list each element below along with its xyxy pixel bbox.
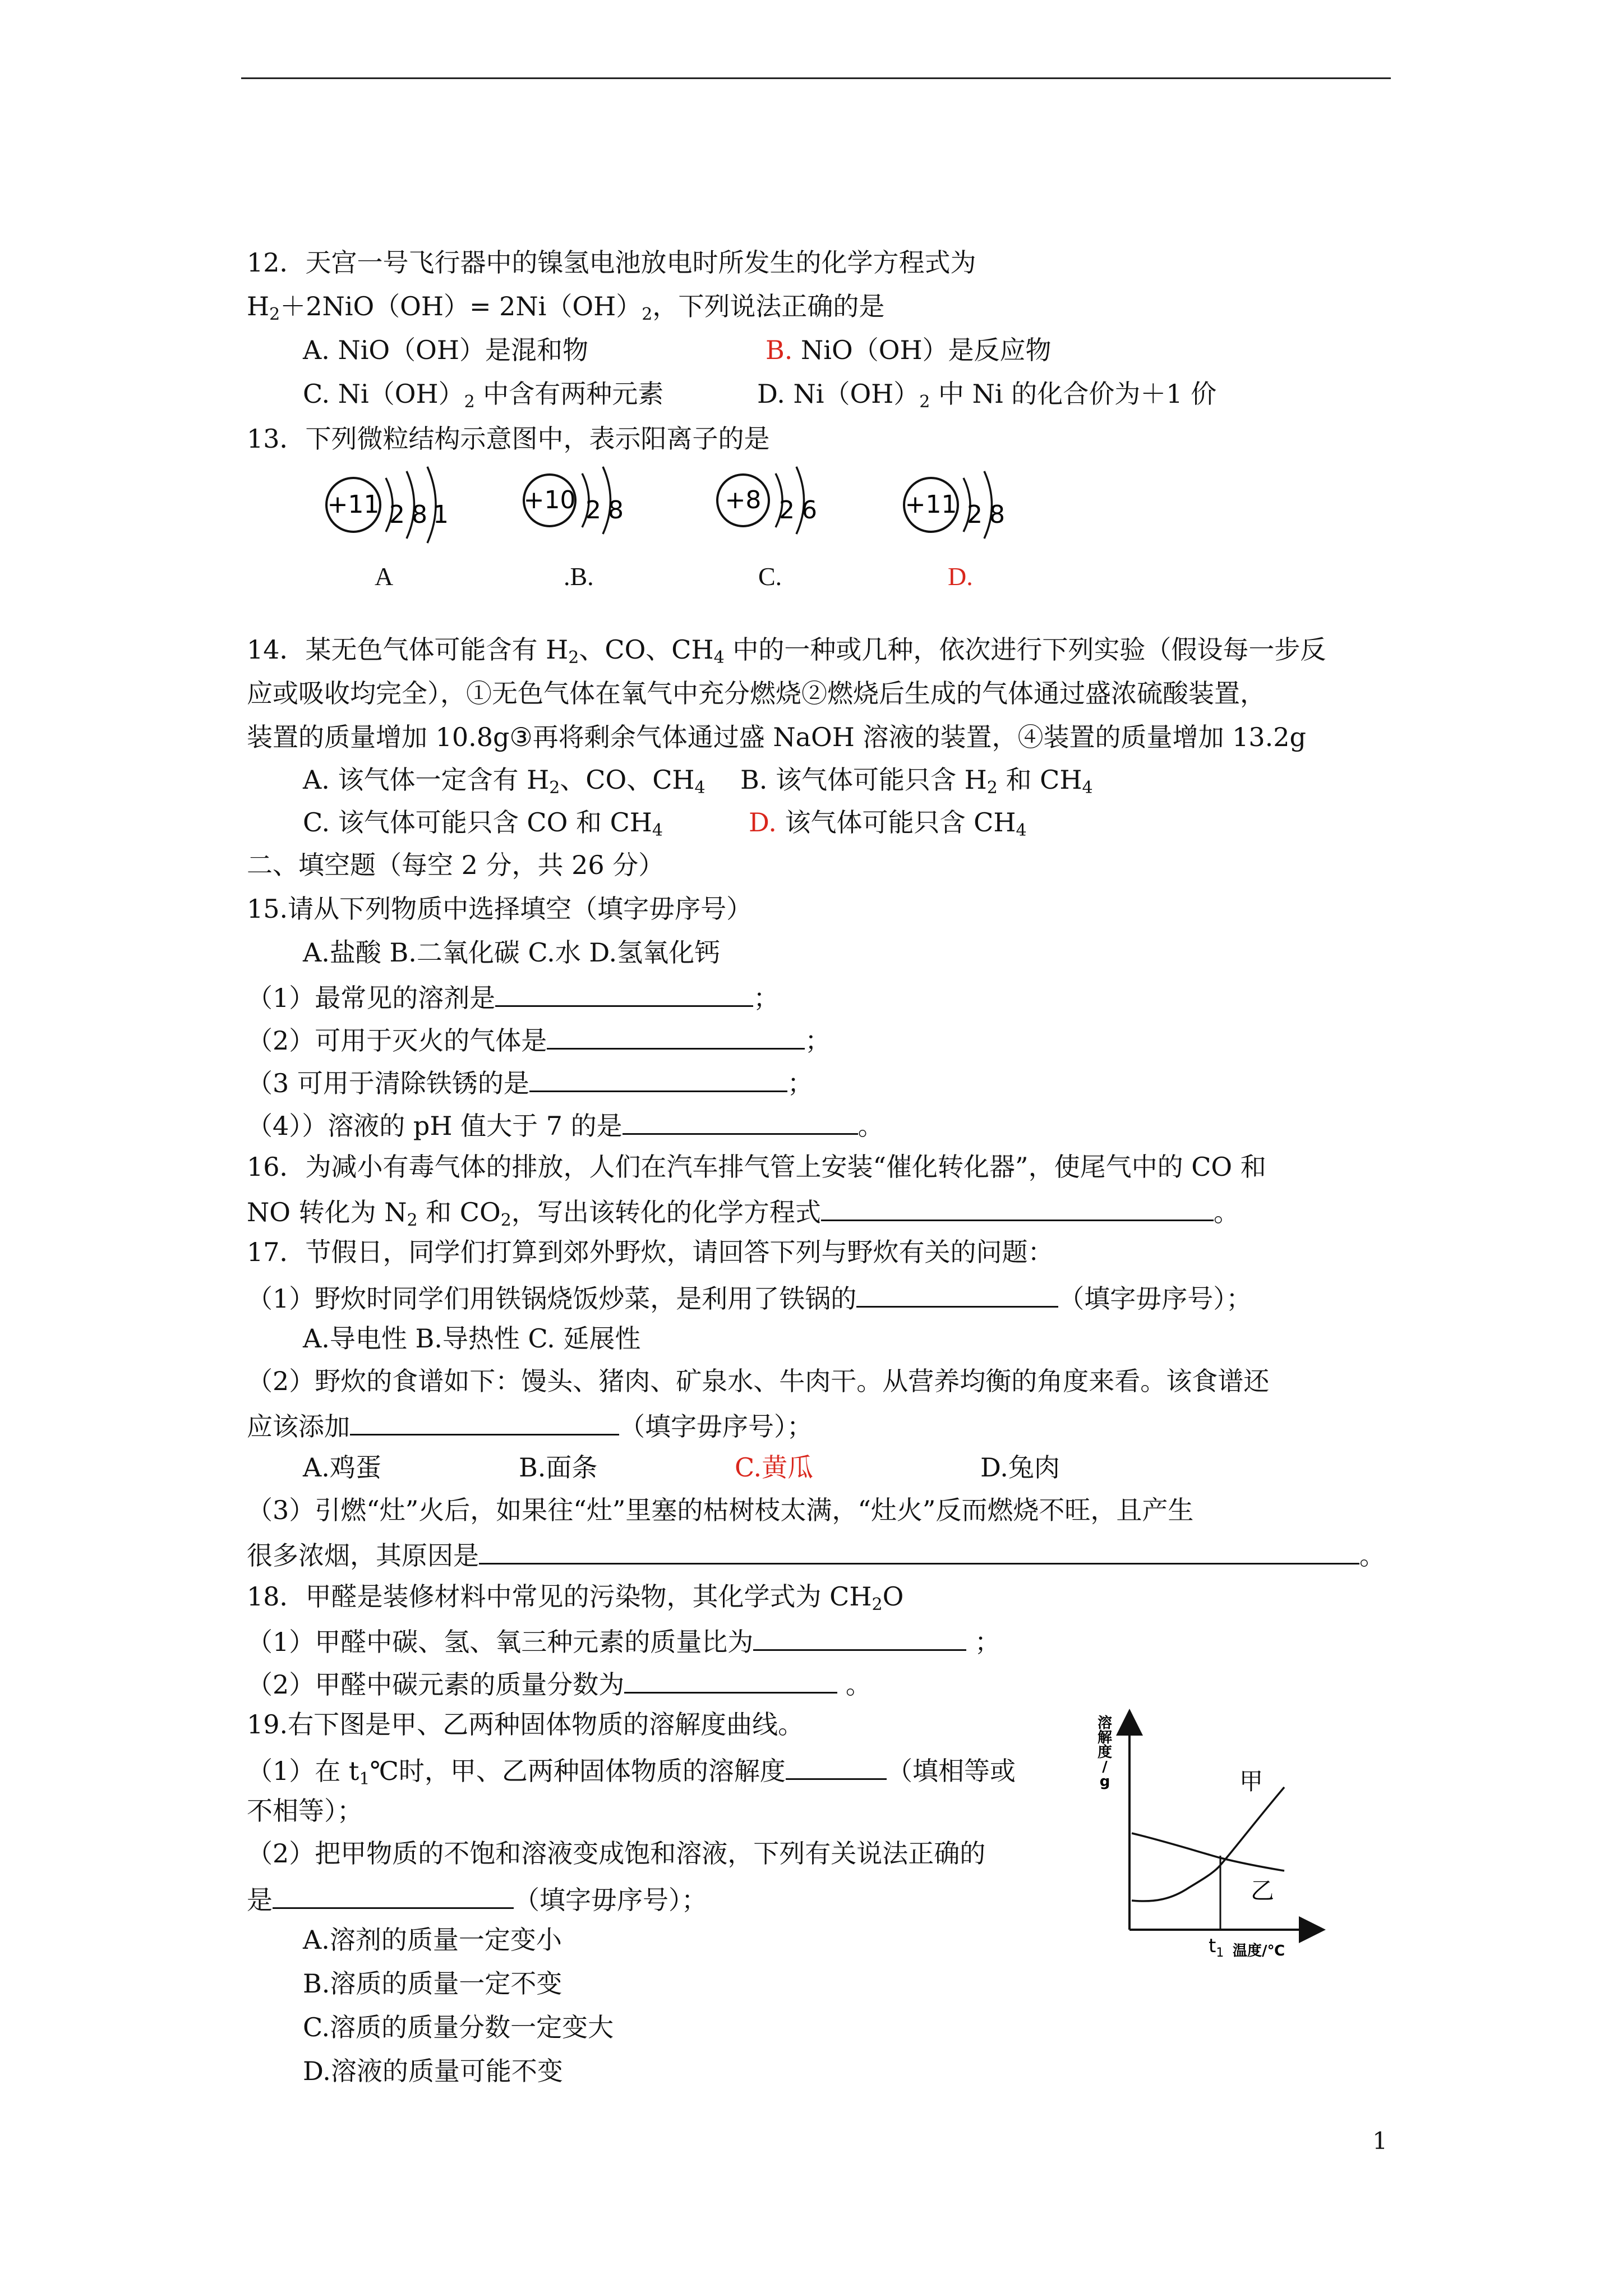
atom-a-shell-1: 2	[389, 500, 405, 529]
atom-c-shell-1: 2	[779, 496, 795, 524]
q18-sub1: （1）甲醛中碳、氢、氧三种元素的质量比为 ；	[247, 1622, 1000, 1659]
q14-option-a: A. 该气体一定含有 $H_2$、CO、$CH_4$	[303, 765, 706, 798]
q19-sub1-line2: 不相等）；	[247, 1796, 363, 1826]
q16-blank	[821, 1193, 1214, 1221]
q17-opt-a: A.鸡蛋	[303, 1452, 381, 1483]
q14-option-c: C. 该气体可能只含 CO 和 $CH_4$	[303, 807, 663, 840]
atom-d-shell-1: 2	[967, 500, 983, 529]
q12-stem: 12．天宫一号飞行器中的镍氢电池放电时所发生的化学方程式为	[247, 247, 976, 278]
q19-sub2-line1: （2）把甲物质的不饱和溶液变成饱和溶液，下列有关说法正确的	[247, 1838, 986, 1869]
q17-sub2-line1: （2）野炊的食谱如下：馒头、猪肉、矿泉水、牛肉干。从营养均衡的角度来看。该食谱还	[247, 1366, 1270, 1396]
q17-blank-1	[856, 1279, 1058, 1308]
q17-stem: 17．节假日，同学们打算到郊外野炊，请回答下列与野炊有关的问题：	[247, 1237, 1054, 1267]
q15-sub4: （4））溶液的 pH 值大于 7 的是 。	[247, 1106, 884, 1143]
q16-stem-line1: 16．为减小有毒气体的排放，人们在汽车排气管上安装“催化转化器”，使尾气中的 CO 和	[247, 1152, 1266, 1182]
q19-blank-1	[786, 1751, 887, 1780]
q19-stem: 19.右下图是甲、乙两种固体物质的溶解度曲线。	[247, 1709, 804, 1740]
q17-opt-b: B.面条	[519, 1452, 598, 1483]
atom-d-nucleus: +11	[905, 490, 957, 519]
q12-equation: $H_2+2NiO(OH)= 2Ni(OH)_2$，下列说法正确的是	[247, 291, 885, 324]
q16-stem-line2: NO 转化为 $N_2$ 和 $CO_2$，写出该转化的化学方程式 。	[247, 1193, 1239, 1229]
q12-option-b: B. NiO（OH）是反应物	[766, 335, 1052, 365]
q19-option-d: D.溶液的质量可能不变	[303, 2056, 563, 2086]
q15-sub2: （2）可用于灭火的气体是 ；	[247, 1021, 831, 1057]
q19-sub2-line2: 是 （填字毋序号）；	[247, 1880, 707, 1917]
atom-diagram-d	[904, 471, 1005, 539]
q12-option-d: D. $Ni(OH)_2$ 中 Ni 的化合价为＋1 价	[757, 379, 1217, 412]
q19-option-a: A.溶剂的质量一定变小	[303, 1925, 562, 1955]
q17-opt-c: C.黄瓜	[735, 1452, 814, 1483]
q18-blank-2	[624, 1665, 837, 1694]
q17-sub2-line2: 应该添加 （填字毋序号）；	[247, 1407, 813, 1443]
q12-option-a: A. NiO（OH）是混和物	[303, 335, 588, 365]
q18-blank-1	[753, 1622, 966, 1651]
solubility-curve-chart	[1088, 1705, 1335, 1963]
q15-blank-2	[547, 1021, 805, 1050]
q12-option-c: C. $Ni(OH)_2$ 中含有两种元素	[303, 379, 664, 412]
section-2-heading: 二、填空题（每空 2 分，共 26 分）	[247, 850, 665, 880]
q19-sub1-line1: （1）在 $t_1℃$时，甲、乙两种固体物质的溶解度 （填相等或	[247, 1751, 1016, 1788]
q14-stem-line3: 装置的质量增加 10.8g③再将剩余气体通过盛 NaOH 溶液的装置，④装置的质量增加 13.2g	[247, 722, 1306, 752]
q13-stem: 13．下列微粒结构示意图中，表示阳离子的是	[247, 424, 770, 454]
series-jia-label: 甲	[1239, 1768, 1264, 1795]
q15-sub3: （3 可用于清除铁锈的是 ；	[247, 1064, 813, 1100]
atom-a-nucleus: +11	[327, 490, 380, 519]
series-yi-curve	[1132, 1833, 1284, 1871]
atom-d-shell-2: 8	[989, 500, 1005, 529]
q19-option-b: B.溶质的质量一定不变	[303, 1968, 562, 1999]
q14-stem-line1: 14．某无色气体可能含有 $H_2$、CO、$CH_4$ 中的一种或几种，依次进行下列实验（假设每一步反	[247, 634, 1326, 668]
y-axis-label: 溶解度/ g	[1097, 1715, 1113, 1790]
q19-option-c: C.溶质的质量分数一定变大	[303, 2012, 614, 2042]
q19-blank-2	[273, 1880, 514, 1909]
atom-b-shell-1: 2	[585, 496, 601, 524]
atom-b-shell-2: 8	[608, 496, 624, 524]
q17-blank-2	[350, 1407, 619, 1435]
q14-option-d: D. 该气体可能只含 $CH_4$	[749, 807, 1027, 840]
atom-diagram-b	[524, 467, 624, 534]
atom-b-nucleus: +10	[523, 486, 576, 514]
q17-sub3-line2: 很多浓烟，其原因是 。	[247, 1536, 1385, 1572]
series-yi-label: 乙	[1251, 1877, 1275, 1904]
q15-blank-4	[623, 1106, 858, 1135]
atom-label-b: .B.	[564, 562, 594, 591]
atom-label-d: D.	[948, 562, 973, 591]
q15-options: A.盐酸 B.二氧化碳 C.水 D.氢氧化钙	[303, 937, 721, 968]
q15-sub1: （1）最常见的溶剂是 ；	[247, 978, 779, 1015]
q15-blank-1	[495, 978, 753, 1007]
atom-label-a: A	[375, 562, 394, 591]
q15-blank-3	[529, 1064, 787, 1092]
atom-diagram-a	[326, 467, 449, 543]
atom-diagram-c	[717, 467, 817, 534]
x-axis-label: 温度/℃	[1233, 1943, 1285, 1959]
t1-tick-label: $t_1$	[1209, 1935, 1224, 1960]
atom-c-shell-2: 6	[801, 496, 817, 524]
q17-sub3-line1: （3）引燃“灶”火后，如果往“灶”里塞的枯树枝太满，“灶火”反而燃烧不旺，且产生	[247, 1495, 1194, 1525]
atom-a-shell-2: 8	[412, 500, 427, 529]
q14-stem-line2: 应或吸收均完全），①无色气体在氧气中充分燃烧②燃烧后生成的气体通过盛浓硫酸装置，	[247, 678, 1266, 708]
q17-sub1: （1）野炊时同学们用铁锅烧饭炒菜，是利用了铁锅的 （填字毋序号）；	[247, 1279, 1252, 1315]
atom-label-c: C.	[758, 562, 782, 591]
q18-stem: 18．甲醛是装修材料中常见的污染物，其化学式为 $CH_2O$	[247, 1581, 904, 1614]
q15-stem: 15.请从下列物质中选择填空（填字毋序号）	[247, 894, 753, 924]
q17-blank-3	[479, 1536, 1359, 1565]
header-rule	[241, 77, 1391, 79]
q17-sub1-options: A.导电性 B.导热性 C. 延展性	[303, 1323, 641, 1354]
atom-a-shell-3: 1	[433, 500, 449, 529]
q18-sub2: （2）甲醛中碳元素的质量分数为 。	[247, 1665, 872, 1701]
atom-c-nucleus: +8	[725, 486, 762, 514]
q17-opt-d: D.兔肉	[980, 1452, 1060, 1483]
q14-option-b: B. 该气体可能只含 $H_2$ 和 $CH_4$	[740, 765, 1093, 798]
page-number: 1	[1372, 2127, 1387, 2155]
atom-structure-diagrams	[314, 460, 1043, 555]
